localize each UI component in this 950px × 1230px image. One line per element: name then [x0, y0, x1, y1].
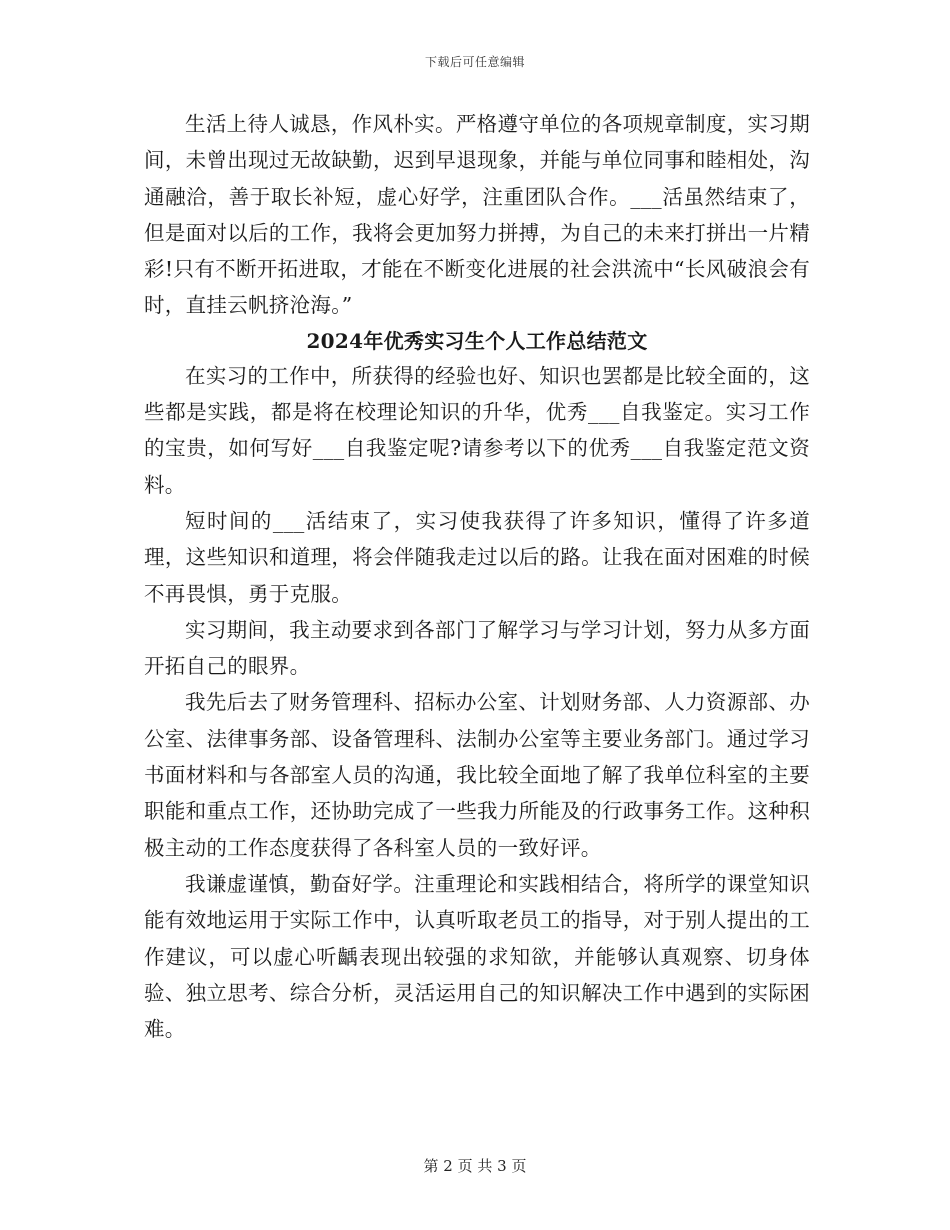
- document-body: [144, 106, 810, 1047]
- body-paragraph-2: 短时间的___活结束了，实习使我获得了许多知识，懂得了许多道理，这些知识和道理，将会伴随我走过以后的路。让我在面对困难的时候不再畏惧，勇于克服。: [144, 508, 810, 606]
- body-paragraph-1: 在实习的工作中，所获得的经验也好、知识也罢都是比较全面的，这些都是实践，都是将在校理论知识的升华，优秀___自我鉴定。实习工作的宝贵，如何写好___自我鉴定呢?请参考以下的优秀___自我鉴定范文资料。: [144, 363, 810, 497]
- body-paragraph-5: 我谦虚谨慎，勤奋好学。注重理论和实践相结合，将所学的课堂知识能有效地运用于实际工作中，认真听取老员工的指导，对于别人提出的工作建议，可以虚心听齲表现出较强的求知欲，并能够认真观察、切身体验、独立思考、综合分析，灵活运用自己的知识解决工作中遇到的实际困难。: [144, 871, 810, 1042]
- page-footer: 第 2 页 共 3 页: [423, 1157, 527, 1175]
- body-paragraph-4: 我先后去了财务管理科、招标办公室、计划财务部、人力资源部、办公室、法律事务部、设备管理科、法制办公室等主要业务部门。通过学习书面材料和与各部室人员的沟通，我比较全面地了解了我单位科室的主要职能和重点工作，还协助完成了一些我力所能及的行政事务工作。这种积极主动的工作态度获得了各科室人员的一致好评。: [144, 690, 810, 860]
- intro-paragraph: 生活上待人诚恳，作风朴实。严格遵守单位的各项规章制度，实习期间，未曾出现过无故缺勤，迟到早退现象，并能与单位同事和睦相处，沟通融洽，善于取长补短，虚心好学，注重团队合作。___活虽然结束了，但是面对以后的工作，我将会更加努力拼搏，为自己的未来打拼出一片精彩!只有不断开拓进取，才能在不断变化进展的社会洪流中“长风破浪会有时，直挂云帆挤沧海。”: [144, 112, 810, 318]
- body-paragraph-3: 实习期间，我主动要求到各部门了解学习与学习计划，努力从多方面开拓自己的眼界。: [144, 617, 810, 679]
- page-header: 下载后可任意编辑: [424, 55, 525, 69]
- document-title: 2024年优秀实习生个人工作总结范文: [306, 328, 648, 353]
